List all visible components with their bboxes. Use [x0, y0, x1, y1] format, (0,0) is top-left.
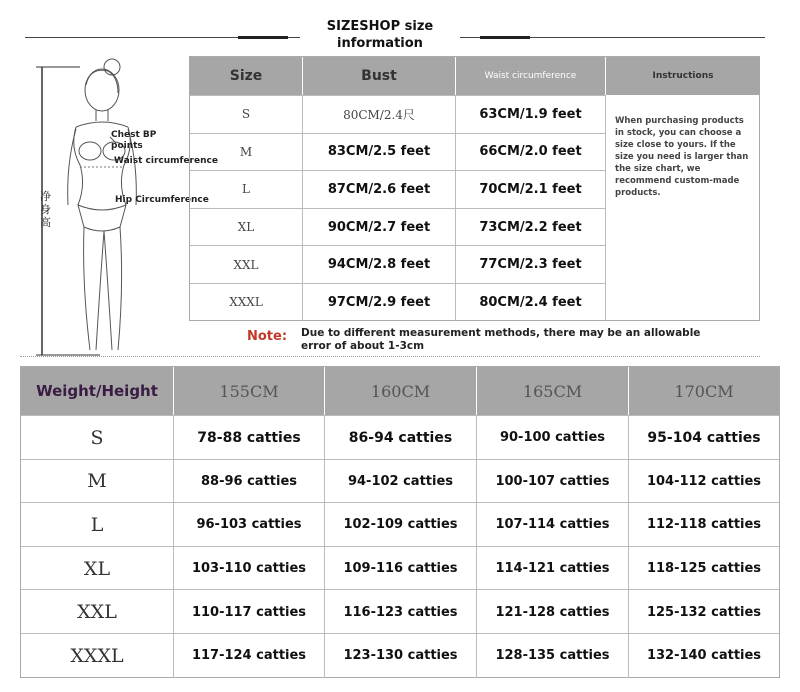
title-rule-accent-right: [480, 36, 530, 39]
height-header: 170CM: [628, 367, 779, 415]
weight-cell: 112-118 catties: [628, 503, 779, 547]
size-cell: XXXL: [190, 283, 302, 321]
weight-cell: 118-125 catties: [628, 547, 779, 591]
weight-size-cell: XXXL: [70, 644, 124, 667]
weight-cell: 132-140 catties: [628, 634, 779, 678]
weight-height-corner: Weight/Height: [21, 367, 173, 415]
weight-cell: 107-114 catties: [476, 503, 628, 547]
waist-cell: 70CM/2.1 feet: [455, 170, 605, 208]
weight-cell: 114-121 catties: [476, 547, 628, 591]
weight-cell: 104-112 catties: [628, 460, 779, 504]
weight-cell: 128-135 catties: [476, 634, 628, 678]
label-chest: Chest BP points: [111, 130, 157, 151]
size-cell: M: [190, 133, 302, 171]
size-cell: XXL: [190, 245, 302, 283]
note-divider: [20, 356, 760, 357]
instructions-header: Instructions: [605, 57, 760, 95]
weight-cell: 100-107 catties: [476, 460, 628, 504]
weight-size-cell: S: [90, 426, 104, 449]
waist-cell: 73CM/2.2 feet: [455, 208, 605, 246]
table-row: [21, 459, 779, 503]
table-row: [21, 633, 779, 677]
size-table: [189, 56, 760, 321]
height-header: 155CM: [173, 367, 324, 415]
weight-size-cell: L: [90, 513, 104, 536]
weight-cell: 117-124 catties: [173, 634, 324, 678]
waist-cell: 66CM/2.0 feet: [455, 133, 605, 171]
size-cell: L: [190, 170, 302, 208]
instructions-text: When purchasing products in stock, you can choose a size close to yours. If the size you need is larger than the size chart, we recommend custom-made products.: [605, 95, 760, 321]
weight-cell: 103-110 catties: [173, 547, 324, 591]
waist-header: Waist circumference: [455, 57, 605, 95]
waist-cell: 77CM/2.3 feet: [455, 245, 605, 283]
table-row: [21, 415, 779, 459]
bust-cell: 87CM/2.6 feet: [302, 170, 455, 208]
weight-cell: 88-96 catties: [173, 460, 324, 504]
page-title: [300, 18, 460, 52]
table-row: [21, 546, 779, 590]
weight-size-cell: XL: [83, 557, 111, 580]
title-rule-accent-left: [238, 36, 288, 39]
size-cell: S: [190, 95, 302, 133]
weight-cell: 90-100 catties: [476, 416, 628, 460]
title-line-1: SIZESHOP size: [326, 19, 434, 34]
weight-cell: 94-102 catties: [324, 460, 476, 504]
waist-cell: 63CM/1.9 feet: [455, 95, 605, 133]
bust-cell: 94CM/2.8 feet: [302, 245, 455, 283]
weight-cell: 96-103 catties: [173, 503, 324, 547]
label-waist: Waist circumference: [114, 156, 218, 166]
weight-cell: 121-128 catties: [476, 590, 628, 634]
weight-cell: 78-88 catties: [173, 416, 324, 460]
bust-cell: 97CM/2.9 feet: [302, 283, 455, 321]
bust-cell: 90CM/2.7 feet: [302, 208, 455, 246]
waist-cell: 80CM/2.4 feet: [455, 283, 605, 321]
bust-header: Bust: [302, 57, 455, 95]
weight-cell: 95-104 catties: [628, 416, 779, 460]
label-height: 净身高: [40, 190, 51, 229]
table-row: [21, 589, 779, 633]
weight-cell: 116-123 catties: [324, 590, 476, 634]
table-row: [21, 502, 779, 546]
size-header: Size: [190, 57, 302, 95]
bust-cell: 83CM/2.5 feet: [302, 133, 455, 171]
label-hip: Hip Circumference: [115, 195, 209, 205]
size-cell: XL: [190, 208, 302, 246]
weight-size-cell: XXL: [77, 601, 117, 624]
weight-cell: 109-116 catties: [324, 547, 476, 591]
weight-size-cell: M: [87, 470, 107, 493]
height-header: 160CM: [324, 367, 476, 415]
weight-cell: 123-130 catties: [324, 634, 476, 678]
weight-cell: 86-94 catties: [324, 416, 476, 460]
weight-cell: 125-132 catties: [628, 590, 779, 634]
bust-cell: 80CM/2.4尺: [302, 95, 455, 133]
note-label: Note:: [247, 329, 288, 344]
height-header: 165CM: [476, 367, 628, 415]
weight-height-table: [20, 366, 780, 678]
weight-cell: 110-117 catties: [173, 590, 324, 634]
note-text: Due to different measurement methods, there may be an allowable error of about 1-3cm: [301, 327, 701, 352]
weight-cell: 102-109 catties: [324, 503, 476, 547]
title-line-2: information: [337, 36, 423, 51]
